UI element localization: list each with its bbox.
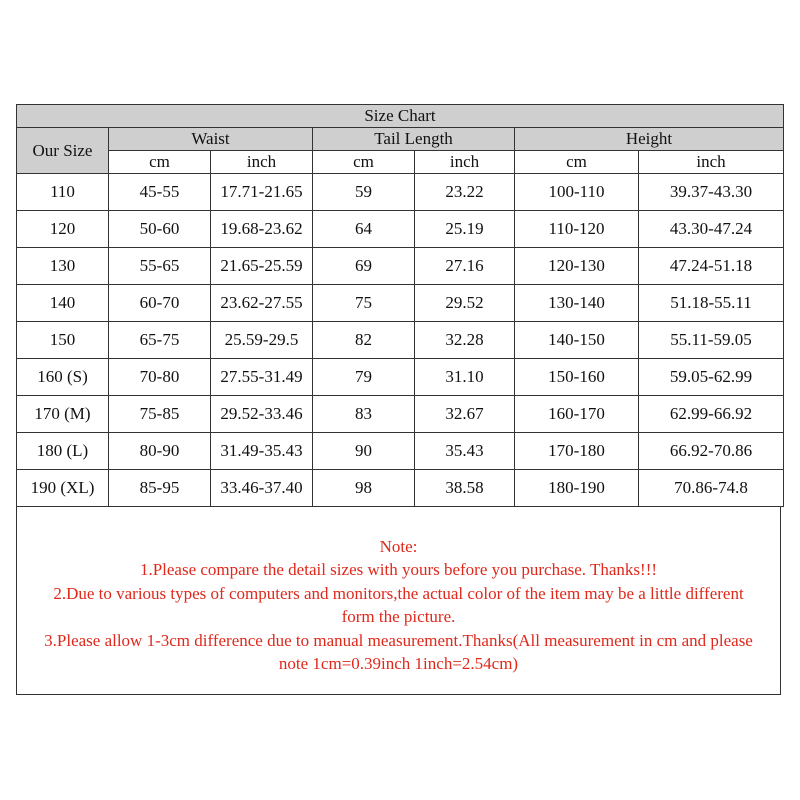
cell-height-cm: 170-180 bbox=[515, 433, 639, 470]
note-line-1: 1.Please compare the detail sizes with yours before you purchase. Thanks!!! bbox=[139, 560, 658, 580]
cell-tail-cm: 98 bbox=[313, 470, 415, 507]
note-line-5: note 1cm=0.39inch 1inch=2.54cm) bbox=[278, 654, 519, 674]
cell-tail-inch: 35.43 bbox=[415, 433, 515, 470]
table-body bbox=[17, 174, 784, 507]
cell-size: 110 bbox=[17, 174, 109, 211]
cell-waist-cm: 75-85 bbox=[109, 396, 211, 433]
note-heading: Note: bbox=[379, 537, 418, 556]
cell-height-inch: 51.18-55.11 bbox=[639, 285, 784, 322]
table-row bbox=[17, 285, 784, 322]
cell-size: 150 bbox=[17, 322, 109, 359]
cell-height-cm: 150-160 bbox=[515, 359, 639, 396]
cell-height-inch: 70.86-74.8 bbox=[639, 470, 784, 507]
size-table bbox=[16, 104, 784, 507]
table-row bbox=[17, 433, 784, 470]
cell-size: 160 (S) bbox=[17, 359, 109, 396]
cell-waist-cm: 45-55 bbox=[109, 174, 211, 211]
cell-tail-cm: 64 bbox=[313, 211, 415, 248]
cell-waist-inch: 27.55-31.49 bbox=[211, 359, 313, 396]
cell-waist-cm: 85-95 bbox=[109, 470, 211, 507]
cell-size: 170 (M) bbox=[17, 396, 109, 433]
cell-tail-cm: 90 bbox=[313, 433, 415, 470]
cell-waist-cm: 60-70 bbox=[109, 285, 211, 322]
note-box bbox=[16, 507, 781, 695]
cell-tail-inch: 32.28 bbox=[415, 322, 515, 359]
note-line-3: form the picture. bbox=[341, 607, 456, 627]
cell-tail-inch: 38.58 bbox=[415, 470, 515, 507]
table-row bbox=[17, 396, 784, 433]
cell-height-inch: 62.99-66.92 bbox=[639, 396, 784, 433]
cell-height-cm: 130-140 bbox=[515, 285, 639, 322]
cell-tail-inch: 32.67 bbox=[415, 396, 515, 433]
cell-height-cm: 120-130 bbox=[515, 248, 639, 285]
size-chart bbox=[16, 104, 783, 695]
table-row bbox=[17, 248, 784, 285]
note-line-4: 3.Please allow 1-3cm difference due to manual measurement.Thanks(All measurement in cm and please bbox=[44, 630, 753, 650]
table-row bbox=[17, 211, 784, 248]
cell-waist-cm: 70-80 bbox=[109, 359, 211, 396]
cell-tail-inch: 29.52 bbox=[415, 285, 515, 322]
cell-waist-cm: 80-90 bbox=[109, 433, 211, 470]
cell-waist-inch: 19.68-23.62 bbox=[211, 211, 313, 248]
chart-title: Size Chart bbox=[17, 105, 784, 128]
cell-height-cm: 180-190 bbox=[515, 470, 639, 507]
cell-size: 140 bbox=[17, 285, 109, 322]
cell-tail-cm: 83 bbox=[313, 396, 415, 433]
cell-waist-cm: 55-65 bbox=[109, 248, 211, 285]
cell-height-inch: 59.05-62.99 bbox=[639, 359, 784, 396]
table-row bbox=[17, 359, 784, 396]
cell-waist-inch: 21.65-25.59 bbox=[211, 248, 313, 285]
cell-tail-inch: 31.10 bbox=[415, 359, 515, 396]
cell-size: 130 bbox=[17, 248, 109, 285]
unit-height-cm: cm bbox=[515, 151, 639, 174]
title-row bbox=[17, 105, 784, 128]
cell-size: 180 (L) bbox=[17, 433, 109, 470]
table-row bbox=[17, 174, 784, 211]
cell-height-cm: 160-170 bbox=[515, 396, 639, 433]
cell-waist-inch: 23.62-27.55 bbox=[211, 285, 313, 322]
unit-height-inch: inch bbox=[639, 151, 784, 174]
unit-waist-inch: inch bbox=[211, 151, 313, 174]
cell-size: 120 bbox=[17, 211, 109, 248]
table-row bbox=[17, 470, 784, 507]
cell-height-inch: 55.11-59.05 bbox=[639, 322, 784, 359]
cell-tail-cm: 75 bbox=[313, 285, 415, 322]
cell-tail-cm: 82 bbox=[313, 322, 415, 359]
cell-waist-inch: 29.52-33.46 bbox=[211, 396, 313, 433]
cell-tail-inch: 25.19 bbox=[415, 211, 515, 248]
col-header-size: Our Size bbox=[17, 128, 109, 174]
note-line-2: 2.Due to various types of computers and monitors,the actual color of the item may be a little different bbox=[53, 583, 744, 603]
unit-tail-inch: inch bbox=[415, 151, 515, 174]
cell-waist-inch: 17.71-21.65 bbox=[211, 174, 313, 211]
cell-tail-inch: 23.22 bbox=[415, 174, 515, 211]
cell-height-cm: 100-110 bbox=[515, 174, 639, 211]
cell-waist-inch: 25.59-29.5 bbox=[211, 322, 313, 359]
col-header-tail-length: Tail Length bbox=[313, 128, 515, 151]
cell-tail-cm: 79 bbox=[313, 359, 415, 396]
unit-waist-cm: cm bbox=[109, 151, 211, 174]
cell-tail-inch: 27.16 bbox=[415, 248, 515, 285]
cell-height-inch: 43.30-47.24 bbox=[639, 211, 784, 248]
cell-tail-cm: 59 bbox=[313, 174, 415, 211]
cell-height-inch: 39.37-43.30 bbox=[639, 174, 784, 211]
cell-height-inch: 47.24-51.18 bbox=[639, 248, 784, 285]
cell-waist-cm: 50-60 bbox=[109, 211, 211, 248]
col-header-height: Height bbox=[515, 128, 784, 151]
cell-waist-cm: 65-75 bbox=[109, 322, 211, 359]
cell-height-cm: 110-120 bbox=[515, 211, 639, 248]
cell-waist-inch: 31.49-35.43 bbox=[211, 433, 313, 470]
cell-height-cm: 140-150 bbox=[515, 322, 639, 359]
unit-tail-cm: cm bbox=[313, 151, 415, 174]
unit-row bbox=[17, 151, 784, 174]
header-row bbox=[17, 128, 784, 151]
cell-waist-inch: 33.46-37.40 bbox=[211, 470, 313, 507]
cell-tail-cm: 69 bbox=[313, 248, 415, 285]
cell-height-inch: 66.92-70.86 bbox=[639, 433, 784, 470]
col-header-waist: Waist bbox=[109, 128, 313, 151]
table-row bbox=[17, 322, 784, 359]
cell-size: 190 (XL) bbox=[17, 470, 109, 507]
